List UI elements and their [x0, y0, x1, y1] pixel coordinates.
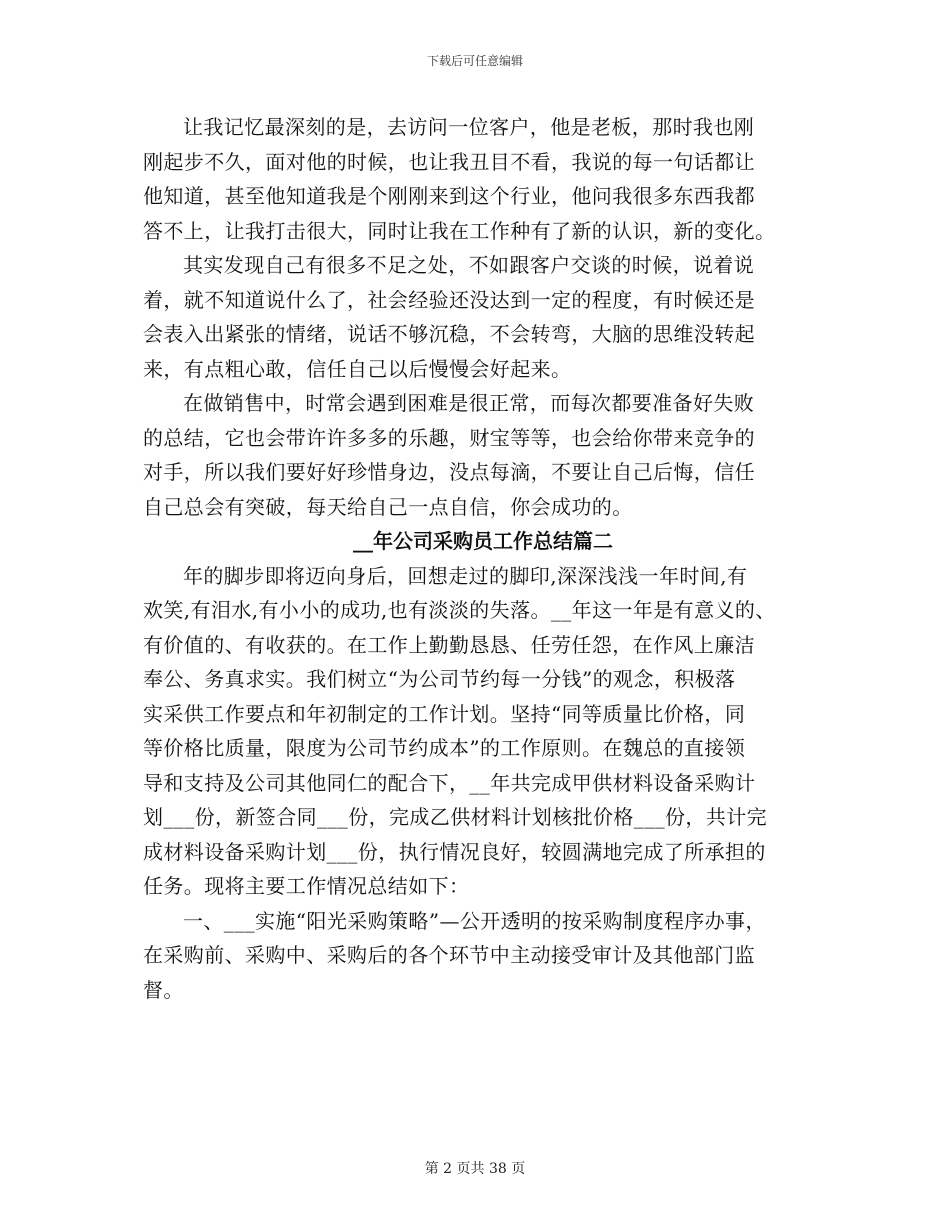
text-line: 欢笑,有泪水,有小小的成功,也有淡淡的失落。__年这一年是有意义的、 — [143, 598, 776, 622]
text-line: 成材料设备采购计划___份，执行情况良好，较圆满地完成了所承担的 — [143, 839, 766, 864]
page-header: 下载后可任意编辑 — [426, 54, 523, 68]
text-line: 刚起步不久，面对他的时候，也让我丑目不看，我说的每一句话都让 — [143, 149, 755, 174]
text-line: 着，就不知道说什么了，社会经验还没达到一定的程度，有时候还是 — [143, 287, 755, 312]
text-line: 对手，所以我们要好好珍惜身边，没点每滴，不要让自己后悔，信任 — [143, 460, 755, 484]
text-line: 划___份，新签合同___份，完成乙供材料计划核批价格___份，共计完 — [143, 805, 767, 829]
text-line: 在做销售中，时常会遇到困难是很正常，而每次都要准备好失败 — [183, 391, 755, 415]
text-line: 任务。现将主要工作情况总结如下： — [143, 874, 470, 898]
text-line: 在采购前、采购中、采购后的各个环节中主动接受审计及其他部门监 — [143, 943, 755, 967]
section-heading: __年公司采购员工作总结篇二 — [353, 529, 613, 553]
text-line: 来，有点粗心敢，信任自己以后慢慢会好起来。 — [143, 356, 572, 381]
text-line: 他知道，甚至他知道我是个刚刚来到这个行业，他问我很多东西我都 — [143, 184, 755, 208]
paragraph-4 — [143, 559, 823, 904]
page-footer: 第 2 页共 38 页 — [424, 1161, 526, 1177]
text-line: 让我记忆最深刻的是，去访问一位客户，他是老板，那时我也刚 — [183, 115, 755, 139]
paragraph-1 — [143, 110, 823, 248]
text-line: 导和支持及公司其他同仁的配合下，__年共完成甲供材料设备采购计 — [143, 770, 756, 795]
text-line: 实采供工作要点和年初制定的工作计划。坚持“同等质量比价格，同 — [143, 701, 746, 726]
paragraph-5 — [143, 904, 823, 1008]
text-line: 等价格比质量，限度为公司节约成本”的工作原则。在魏总的直接领 — [143, 736, 746, 760]
text-line: 一、___实施“阳光采购策略”—公开透明的按采购制度程序办事， — [183, 908, 766, 933]
text-line: 的总结，它也会带许许多多的乐趣，财宝等等，也会给你带来竞争的 — [143, 425, 755, 450]
text-line: 年的脚步即将迈向身后，回想走过的脚印,深深浅浅一年时间,有 — [183, 563, 748, 588]
text-line: 督。 — [143, 977, 184, 1002]
text-line: 其实发现自己有很多不足之处，不如跟客户交谈的时候，说着说 — [183, 253, 755, 277]
paragraph-3 — [143, 386, 823, 524]
document-body — [143, 110, 823, 1007]
text-line: 自己总会有突破，每天给自己一点自信，你会成功的。 — [143, 494, 633, 519]
text-line: 奉公、务真求实。我们树立“为公司节约每一分钱”的观念，积极落 — [143, 667, 736, 691]
paragraph-2 — [143, 248, 823, 386]
text-line: 答不上，让我打击很大，同时让我在工作种有了新的认识，新的变化。 — [143, 218, 776, 243]
text-line: 有价值的、有收获的。在工作上勤勤恳恳、任劳任怨，在作风上廉洁 — [143, 632, 755, 657]
text-line: 会表入出紧张的情绪，说话不够沉稳，不会转弯，大脑的思维没转起 — [143, 322, 755, 346]
